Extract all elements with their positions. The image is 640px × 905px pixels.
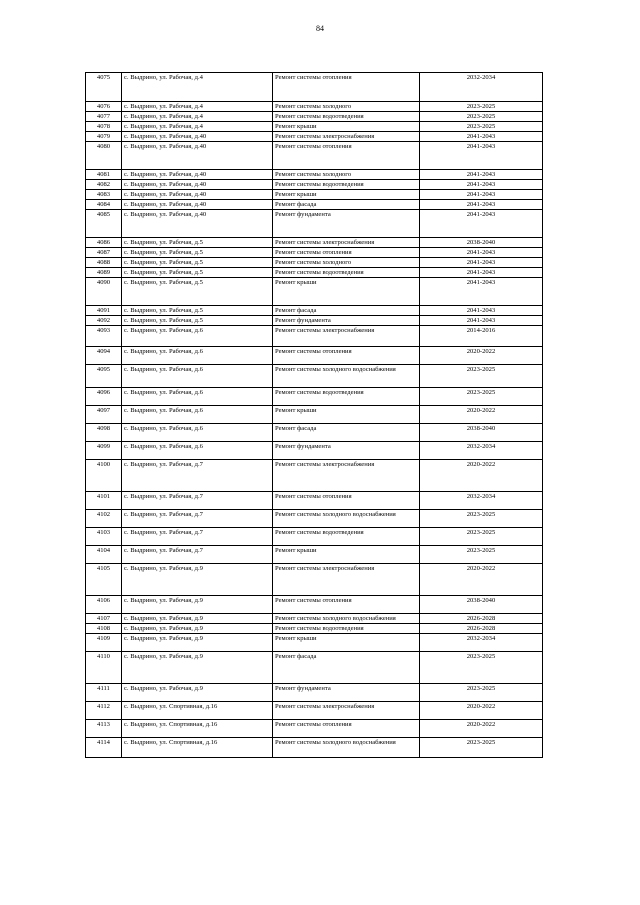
address-cell: с. Выдрино, ул. Рабочая, д.40: [122, 210, 273, 238]
period-cell: 2038-2040: [420, 596, 543, 614]
work-type-cell: Ремонт системы холодного водоснабжения: [273, 614, 420, 624]
row-number-cell: 4103: [86, 528, 122, 546]
work-type-cell: Ремонт фундамента: [273, 316, 420, 326]
period-cell: 2041-2043: [420, 258, 543, 268]
work-type-cell: Ремонт крыши: [273, 190, 420, 200]
work-type-cell: Ремонт крыши: [273, 634, 420, 652]
address-cell: с. Выдрино, ул. Рабочая, д.5: [122, 306, 273, 316]
period-cell: 2041-2043: [420, 142, 543, 170]
address-cell: с. Выдрино, ул. Рабочая, д.6: [122, 347, 273, 365]
work-type-cell: Ремонт системы холодного: [273, 258, 420, 268]
work-type-cell: Ремонт системы водоотведения: [273, 528, 420, 546]
row-number-cell: 4093: [86, 326, 122, 347]
period-cell: 2020-2022: [420, 406, 543, 424]
period-cell: 2023-2025: [420, 388, 543, 406]
period-cell: 2041-2043: [420, 180, 543, 190]
address-cell: с. Выдрино, ул. Рабочая, д.40: [122, 142, 273, 170]
address-cell: с. Выдрино, ул. Рабочая, д.4: [122, 112, 273, 122]
address-cell: с. Выдрино, ул. Рабочая, д.9: [122, 652, 273, 684]
table-row: [86, 702, 543, 720]
period-cell: 2023-2025: [420, 738, 543, 758]
table-row: [86, 624, 543, 634]
table-row: [86, 634, 543, 652]
table-row: [86, 442, 543, 460]
address-cell: с. Выдрино, ул. Рабочая, д.6: [122, 424, 273, 442]
work-type-cell: Ремонт крыши: [273, 406, 420, 424]
period-cell: 2023-2025: [420, 510, 543, 528]
period-cell: 2041-2043: [420, 278, 543, 306]
period-cell: 2041-2043: [420, 200, 543, 210]
row-number-cell: 4110: [86, 652, 122, 684]
row-number-cell: 4082: [86, 180, 122, 190]
period-cell: 2020-2022: [420, 564, 543, 596]
table-row: [86, 492, 543, 510]
row-number-cell: 4089: [86, 268, 122, 278]
row-number-cell: 4095: [86, 365, 122, 388]
work-type-cell: Ремонт фасада: [273, 424, 420, 442]
row-number-cell: 4106: [86, 596, 122, 614]
period-cell: 2020-2022: [420, 460, 543, 492]
table-row: [86, 200, 543, 210]
table-row: [86, 528, 543, 546]
address-cell: с. Выдрино, ул. Рабочая, д.40: [122, 132, 273, 142]
table-row: [86, 122, 543, 132]
row-number-cell: 4114: [86, 738, 122, 758]
address-cell: с. Выдрино, ул. Рабочая, д.7: [122, 528, 273, 546]
period-cell: 2023-2025: [420, 112, 543, 122]
period-cell: 2023-2025: [420, 546, 543, 564]
row-number-cell: 4090: [86, 278, 122, 306]
address-cell: с. Выдрино, ул. Рабочая, д.40: [122, 180, 273, 190]
table-row: [86, 510, 543, 528]
period-cell: 2041-2043: [420, 248, 543, 258]
period-cell: 2041-2043: [420, 316, 543, 326]
table-row: [86, 326, 543, 347]
work-type-cell: Ремонт системы электроснабжения: [273, 132, 420, 142]
work-type-cell: Ремонт системы электроснабжения: [273, 238, 420, 248]
address-cell: с. Выдрино, ул. Рабочая, д.9: [122, 624, 273, 634]
row-number-cell: 4087: [86, 248, 122, 258]
table-row: [86, 73, 543, 102]
address-cell: с. Выдрино, ул. Рабочая, д.5: [122, 278, 273, 306]
period-cell: 2041-2043: [420, 132, 543, 142]
table-row: [86, 238, 543, 248]
work-type-cell: Ремонт крыши: [273, 278, 420, 306]
table-row: [86, 738, 543, 758]
table-row: [86, 652, 543, 684]
row-number-cell: 4098: [86, 424, 122, 442]
table-row: [86, 388, 543, 406]
row-number-cell: 4104: [86, 546, 122, 564]
row-number-cell: 4105: [86, 564, 122, 596]
address-cell: с. Выдрино, ул. Спортивная, д.16: [122, 738, 273, 758]
work-type-cell: Ремонт системы холодного: [273, 102, 420, 112]
work-type-cell: Ремонт фасада: [273, 652, 420, 684]
address-cell: с. Выдрино, ул. Рабочая, д.7: [122, 492, 273, 510]
table-row: [86, 596, 543, 614]
address-cell: с. Выдрино, ул. Рабочая, д.9: [122, 564, 273, 596]
period-cell: 2026-2028: [420, 624, 543, 634]
row-number-cell: 4113: [86, 720, 122, 738]
table-row: [86, 406, 543, 424]
row-number-cell: 4108: [86, 624, 122, 634]
row-number-cell: 4102: [86, 510, 122, 528]
address-cell: с. Выдрино, ул. Рабочая, д.40: [122, 200, 273, 210]
row-number-cell: 4075: [86, 73, 122, 102]
address-cell: с. Выдрино, ул. Рабочая, д.6: [122, 388, 273, 406]
work-type-cell: Ремонт фасада: [273, 200, 420, 210]
address-cell: с. Выдрино, ул. Рабочая, д.4: [122, 73, 273, 102]
address-cell: с. Выдрино, ул. Рабочая, д.5: [122, 316, 273, 326]
table-row: [86, 102, 543, 112]
table-row: [86, 316, 543, 326]
period-cell: 2041-2043: [420, 170, 543, 180]
row-number-cell: 4092: [86, 316, 122, 326]
work-type-cell: Ремонт крыши: [273, 546, 420, 564]
table-row: [86, 170, 543, 180]
period-cell: 2032-2034: [420, 442, 543, 460]
row-number-cell: 4080: [86, 142, 122, 170]
period-cell: 2032-2034: [420, 634, 543, 652]
period-cell: 2020-2022: [420, 702, 543, 720]
table-row: [86, 268, 543, 278]
work-type-cell: Ремонт системы отопления: [273, 73, 420, 102]
address-cell: с. Выдрино, ул. Рабочая, д.6: [122, 442, 273, 460]
work-type-cell: Ремонт крыши: [273, 122, 420, 132]
period-cell: 2023-2025: [420, 122, 543, 132]
repair-schedule-table: [85, 72, 543, 758]
address-cell: с. Выдрино, ул. Рабочая, д.4: [122, 122, 273, 132]
table-body: [86, 73, 543, 758]
work-type-cell: Ремонт системы отопления: [273, 492, 420, 510]
work-type-cell: Ремонт системы холодного: [273, 170, 420, 180]
period-cell: 2023-2025: [420, 528, 543, 546]
row-number-cell: 4079: [86, 132, 122, 142]
period-cell: 2041-2043: [420, 190, 543, 200]
work-type-cell: Ремонт фундамента: [273, 684, 420, 702]
row-number-cell: 4078: [86, 122, 122, 132]
row-number-cell: 4086: [86, 238, 122, 248]
address-cell: с. Выдрино, ул. Рабочая, д.6: [122, 406, 273, 424]
address-cell: с. Выдрино, ул. Спортивная, д.16: [122, 720, 273, 738]
table-row: [86, 564, 543, 596]
row-number-cell: 4091: [86, 306, 122, 316]
table-row: [86, 306, 543, 316]
work-type-cell: Ремонт системы водоотведения: [273, 180, 420, 190]
address-cell: с. Выдрино, ул. Рабочая, д.6: [122, 365, 273, 388]
row-number-cell: 4101: [86, 492, 122, 510]
table-row: [86, 248, 543, 258]
row-number-cell: 4085: [86, 210, 122, 238]
row-number-cell: 4084: [86, 200, 122, 210]
address-cell: с. Выдрино, ул. Рабочая, д.7: [122, 546, 273, 564]
row-number-cell: 4077: [86, 112, 122, 122]
period-cell: 2032-2034: [420, 73, 543, 102]
period-cell: 2041-2043: [420, 268, 543, 278]
table-row: [86, 365, 543, 388]
row-number-cell: 4099: [86, 442, 122, 460]
table-row: [86, 347, 543, 365]
row-number-cell: 4097: [86, 406, 122, 424]
table-row: [86, 460, 543, 492]
row-number-cell: 4088: [86, 258, 122, 268]
address-cell: с. Выдрино, ул. Рабочая, д.9: [122, 684, 273, 702]
work-type-cell: Ремонт системы электроснабжения: [273, 460, 420, 492]
table-row: [86, 180, 543, 190]
table-row: [86, 132, 543, 142]
period-cell: 2020-2022: [420, 347, 543, 365]
work-type-cell: Ремонт системы отопления: [273, 720, 420, 738]
period-cell: 2041-2043: [420, 306, 543, 316]
address-cell: с. Выдрино, ул. Рабочая, д.9: [122, 634, 273, 652]
work-type-cell: Ремонт системы отопления: [273, 142, 420, 170]
period-cell: 2041-2043: [420, 210, 543, 238]
table-row: [86, 424, 543, 442]
table-row: [86, 278, 543, 306]
table-row: [86, 546, 543, 564]
address-cell: с. Выдрино, ул. Рабочая, д.40: [122, 170, 273, 180]
work-type-cell: Ремонт системы водоотведения: [273, 388, 420, 406]
table-row: [86, 258, 543, 268]
work-type-cell: Ремонт системы водоотведения: [273, 112, 420, 122]
period-cell: 2023-2025: [420, 365, 543, 388]
row-number-cell: 4083: [86, 190, 122, 200]
address-cell: с. Выдрино, ул. Спортивная, д.16: [122, 702, 273, 720]
period-cell: 2023-2025: [420, 684, 543, 702]
address-cell: с. Выдрино, ул. Рабочая, д.5: [122, 268, 273, 278]
row-number-cell: 4109: [86, 634, 122, 652]
row-number-cell: 4081: [86, 170, 122, 180]
period-cell: 2020-2022: [420, 720, 543, 738]
work-type-cell: Ремонт фундамента: [273, 442, 420, 460]
table-row: [86, 684, 543, 702]
row-number-cell: 4111: [86, 684, 122, 702]
address-cell: с. Выдрино, ул. Рабочая, д.6: [122, 326, 273, 347]
period-cell: 2014-2016: [420, 326, 543, 347]
work-type-cell: Ремонт системы холодного водоснабжения: [273, 365, 420, 388]
period-cell: 2023-2025: [420, 102, 543, 112]
work-type-cell: Ремонт системы водоотведения: [273, 268, 420, 278]
address-cell: с. Выдрино, ул. Рабочая, д.5: [122, 258, 273, 268]
address-cell: с. Выдрино, ул. Рабочая, д.9: [122, 614, 273, 624]
work-type-cell: Ремонт системы отопления: [273, 248, 420, 258]
row-number-cell: 4100: [86, 460, 122, 492]
work-type-cell: Ремонт системы холодного водоснабжения: [273, 738, 420, 758]
period-cell: 2038-2040: [420, 238, 543, 248]
work-type-cell: Ремонт системы электроснабжения: [273, 326, 420, 347]
period-cell: 2038-2040: [420, 424, 543, 442]
period-cell: 2032-2034: [420, 492, 543, 510]
row-number-cell: 4076: [86, 102, 122, 112]
period-cell: 2023-2025: [420, 652, 543, 684]
table-row: [86, 210, 543, 238]
page-number: 84: [316, 24, 324, 33]
row-number-cell: 4112: [86, 702, 122, 720]
work-type-cell: Ремонт системы электроснабжения: [273, 702, 420, 720]
work-type-cell: Ремонт фасада: [273, 306, 420, 316]
table-row: [86, 190, 543, 200]
work-type-cell: Ремонт системы холодного водоснабжения: [273, 510, 420, 528]
work-type-cell: Ремонт системы отопления: [273, 596, 420, 614]
address-cell: с. Выдрино, ул. Рабочая, д.40: [122, 190, 273, 200]
address-cell: с. Выдрино, ул. Рабочая, д.5: [122, 238, 273, 248]
address-cell: с. Выдрино, ул. Рабочая, д.5: [122, 248, 273, 258]
work-type-cell: Ремонт системы электроснабжения: [273, 564, 420, 596]
address-cell: с. Выдрино, ул. Рабочая, д.7: [122, 510, 273, 528]
period-cell: 2026-2028: [420, 614, 543, 624]
address-cell: с. Выдрино, ул. Рабочая, д.9: [122, 596, 273, 614]
row-number-cell: 4096: [86, 388, 122, 406]
row-number-cell: 4094: [86, 347, 122, 365]
work-type-cell: Ремонт фундамента: [273, 210, 420, 238]
work-type-cell: Ремонт системы отопления: [273, 347, 420, 365]
address-cell: с. Выдрино, ул. Рабочая, д.7: [122, 460, 273, 492]
row-number-cell: 4107: [86, 614, 122, 624]
table-row: [86, 720, 543, 738]
address-cell: с. Выдрино, ул. Рабочая, д.4: [122, 102, 273, 112]
table-row: [86, 614, 543, 624]
table-row: [86, 142, 543, 170]
work-type-cell: Ремонт системы водоотведения: [273, 624, 420, 634]
table-row: [86, 112, 543, 122]
